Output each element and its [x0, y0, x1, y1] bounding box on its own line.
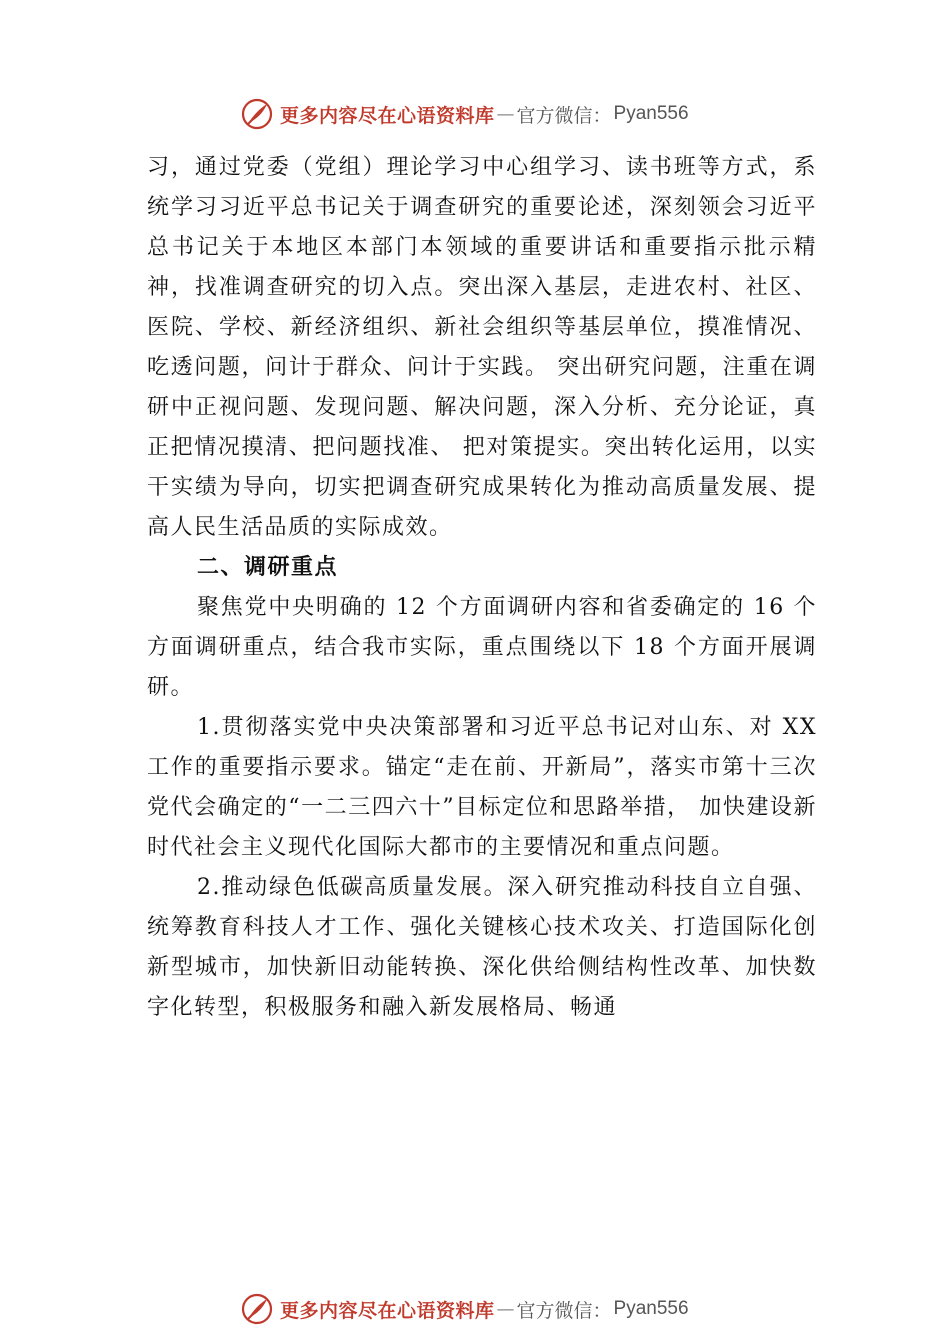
paragraph-3: 1.贯彻落实党中央决策部署和习近平总书记对山东、对 XX 工作的重要指示要求。锚定“走在前、开新局”，落实市第十三次党代会确定的“一二三四六十”目标定位和思路举措， 加快建设新时代社会主义现代化国际大都市的主要情况和重点问题。: [147, 715, 817, 860]
quill-logo-icon: [240, 1292, 274, 1326]
header-official: 官方微信：: [516, 104, 612, 127]
header-handle: Pyan556: [613, 103, 689, 124]
footer-separator: —: [496, 1298, 515, 1320]
footer-handle: Pyan556: [613, 1298, 689, 1319]
header-banner: [240, 96, 760, 132]
paragraph-2: 聚焦党中央明确的 12 个方面调研内容和省委确定的 16 个方面调研重点，结合我市实际，重点围绕以下 18 个方面开展调研。: [147, 595, 817, 700]
document-body: [147, 148, 817, 1028]
section-heading-2: 二、调研重点: [197, 555, 339, 580]
quill-logo-icon: [240, 97, 274, 131]
paragraph-4: 2.推动绿色低碳高质量发展。深入研究推动科技自立自强、统筹教育科技人才工作、强化关键核心技术攻关、打造国际化创新型城市，加快新旧动能转换、深化供给侧结构性改革、加快数字化转型，积极服务和融入新发展格局、畅通: [147, 875, 817, 1020]
header-brand: 更多内容尽在心语资料库: [280, 104, 495, 127]
footer-official: 官方微信：: [516, 1299, 612, 1322]
paragraph-1: 习，通过党委（党组）理论学习中心组学习、读书班等方式，系统学习习近平总书记关于调查研究的重要论述，深刻领会习近平总书记关于本地区本部门本领域的重要讲话和重要指示批示精神，找准调查研究的切入点。突出深入基层，走进农村、社区、医院、学校、新经济组织、新社会组织等基层单位，摸准情况、吃透问题，问计于群众、问计于实践。 突出研究问题，注重在调研中正视问题、发现问题、解决问题，深入分析、充分论证，真正把情况摸清、把问题找准、 把对策提实。突出转化运用，以实干实绩为导向，切实把调查研究成果转化为推动高质量发展、提高人民生活品质的实际成效。: [147, 155, 817, 540]
footer-banner: [240, 1291, 760, 1327]
header-separator: —: [496, 103, 515, 125]
footer-brand: 更多内容尽在心语资料库: [280, 1299, 495, 1322]
